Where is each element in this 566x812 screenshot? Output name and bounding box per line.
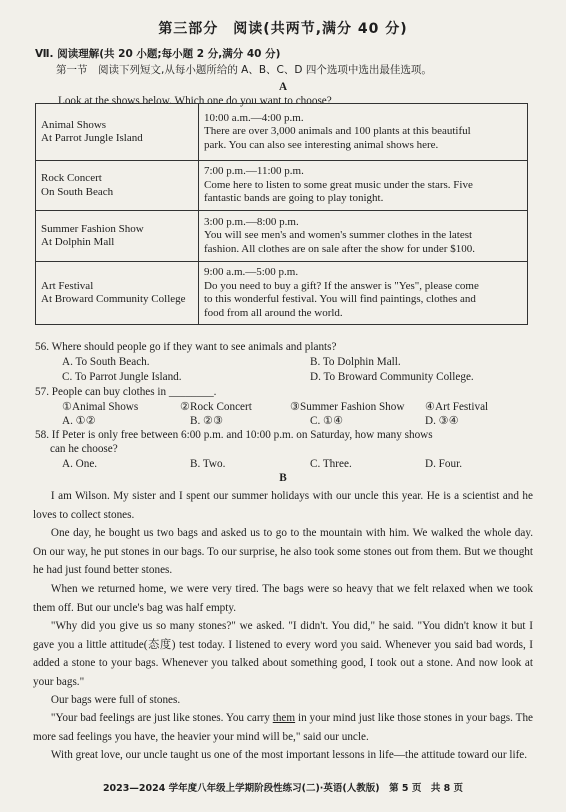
p6-text: "Your bad feelings are just like stones. You carry [50, 712, 273, 724]
passage-b-paragraph: "Why did you give us so many stones?" we asked. "I didn't. You did," he said. "You didn't know it but I gave you a little attitude(态度) test today. I listened to every word you said. Whenever you said bad words, I added a stone to your bags. Whenever you talked about something good, I took out a stone. And now look at your bags." [33, 620, 533, 688]
section-label: Ⅶ. 阅读理解(共 20 小题;每小题 2 分,满分 40 分) [35, 48, 281, 60]
show-desc-line: food from all around the world. [204, 306, 343, 319]
show-time: 7:00 p.m.—11:00 p.m. [204, 165, 304, 178]
show-desc-line: park. You can also see interesting animal shows here. [204, 138, 439, 151]
show-place: On South Beach [41, 185, 114, 198]
show-name: Animal Shows [41, 118, 107, 131]
show-name-cell [36, 211, 199, 262]
q58-option-b[interactable]: B. Two. [190, 458, 226, 470]
passage-a-letter: A [278, 81, 288, 93]
show-name: Summer Fashion Show [41, 222, 144, 235]
show-time: 9:00 a.m.—5:00 p.m. [204, 266, 299, 278]
show-time: 10:00 a.m.—4:00 p.m. [204, 111, 304, 124]
show-desc-line: There are over 3,000 animals and 100 plants at this beautiful [204, 125, 471, 138]
show-name-cell [36, 104, 199, 161]
instruction: 第一节 阅读下列短文,从每小题所给的 A、B、C、D 四个选项中选出最佳选项。 [56, 64, 432, 76]
show-place: At Parrot Jungle Island [41, 132, 143, 144]
question-58-stem-cont: can he choose? [50, 443, 118, 455]
q57-item: ②Rock Concert [180, 401, 252, 413]
passage-b-letter: B [279, 472, 287, 484]
show-row-fashion [36, 211, 528, 262]
passage-b-paragraph: I am Wilson. My sister and I spent our summer holidays with our uncle this year. He is a scientist and he loves to collect stones. [33, 490, 533, 521]
q56-option-b[interactable]: B. To Dolphin Mall. [310, 356, 401, 368]
q56-option-d[interactable]: D. To Broward Community College. [310, 371, 474, 383]
show-row-art [36, 262, 528, 325]
show-desc-line: Do you need to buy a gift? If the answer is "Yes", please come [204, 279, 479, 292]
show-place: At Broward Community College [41, 293, 186, 305]
passage-b-paragraph: With great love, our uncle taught us one of the most important lessons in life—the attitude toward our life. [50, 749, 528, 761]
show-info-cell [199, 262, 528, 325]
q57-option-b[interactable]: B. ②③ [190, 415, 224, 427]
part-title: 第三部分 阅读(共两节,满分 40 分) [158, 21, 408, 37]
q57-item: ④Art Festival [425, 401, 489, 413]
passage-a-intro: Look at the shows below. Which one do you want to choose? [58, 95, 332, 107]
page-footer: 2023—2024 学年度八年级上学期阶段性练习(二)·英语(人教版) 第 5 页 共 8 页 [102, 783, 464, 794]
show-time: 3:00 p.m.—8:00 p.m. [204, 215, 299, 228]
show-desc-line: fantastic bands are going to play tonight. [204, 192, 384, 205]
show-info-cell [199, 104, 528, 161]
passage-b-paragraph [33, 709, 533, 746]
show-place: At Dolphin Mall [41, 236, 115, 248]
p6-text: in your mind just like those stones in your bags. The more sad feelings you have, the heavier your mind will be," said our uncle. [33, 712, 534, 743]
show-name-cell [36, 161, 199, 211]
show-name: Rock Concert [41, 172, 102, 184]
passage-b-paragraph: When we returned home, we were very tired. The bags were so heavy that we felt relaxed when we took them off. But our uncle's bag was half empty. [33, 583, 533, 614]
q56-option-c[interactable]: C. To Parrot Jungle Island. [62, 371, 182, 383]
q58-option-d[interactable]: D. Four. [425, 458, 462, 470]
show-desc-line: fashion. All clothes are on sale after the show for under $100. [204, 242, 475, 255]
question-57-stem: 57. People can buy clothes in ________. [35, 386, 217, 398]
q57-option-c[interactable]: C. ①④ [310, 415, 344, 427]
show-name-cell [36, 262, 199, 325]
show-desc-line: You will see men's and women's summer clothes in the latest [204, 229, 473, 242]
q58-option-c[interactable]: C. Three. [310, 458, 352, 470]
show-row-animal [36, 104, 528, 161]
underlined-word-them: them [272, 712, 296, 724]
q57-option-d[interactable]: D. ③④ [425, 415, 459, 427]
q58-option-a[interactable]: A. One. [62, 458, 98, 470]
q56-option-a[interactable]: A. To South Beach. [62, 356, 150, 368]
show-name: Art Festival [41, 279, 94, 292]
show-desc-line: to this wonderful festival. You will find paintings, clothes and [204, 293, 476, 305]
passage-b-paragraph: One day, he bought us two bags and asked us to go to the mountain with him. We walked the whole day. On our way, he put stones in our bags. To our surprise, he also took some stones out from them. But we thought he had just found better stones. [33, 527, 533, 576]
shows-table [35, 103, 528, 325]
q57-item: ③Summer Fashion Show [290, 401, 405, 413]
q57-option-a[interactable]: A. ①② [62, 415, 96, 427]
show-desc-line: Come here to listen to some great music under the stars. Five [204, 178, 473, 191]
question-58-stem: 58. If Peter is only free between 6:00 p.m. and 10:00 p.m. on Saturday, how many shows [35, 429, 433, 441]
show-info-cell [199, 211, 528, 262]
show-row-rock [36, 161, 528, 211]
passage-b-paragraph: Our bags were full of stones. [50, 694, 181, 706]
question-56-stem: 56. Where should people go if they want to see animals and plants? [35, 341, 337, 353]
show-info-cell [199, 161, 528, 211]
q57-item: ①Animal Shows [62, 401, 139, 413]
